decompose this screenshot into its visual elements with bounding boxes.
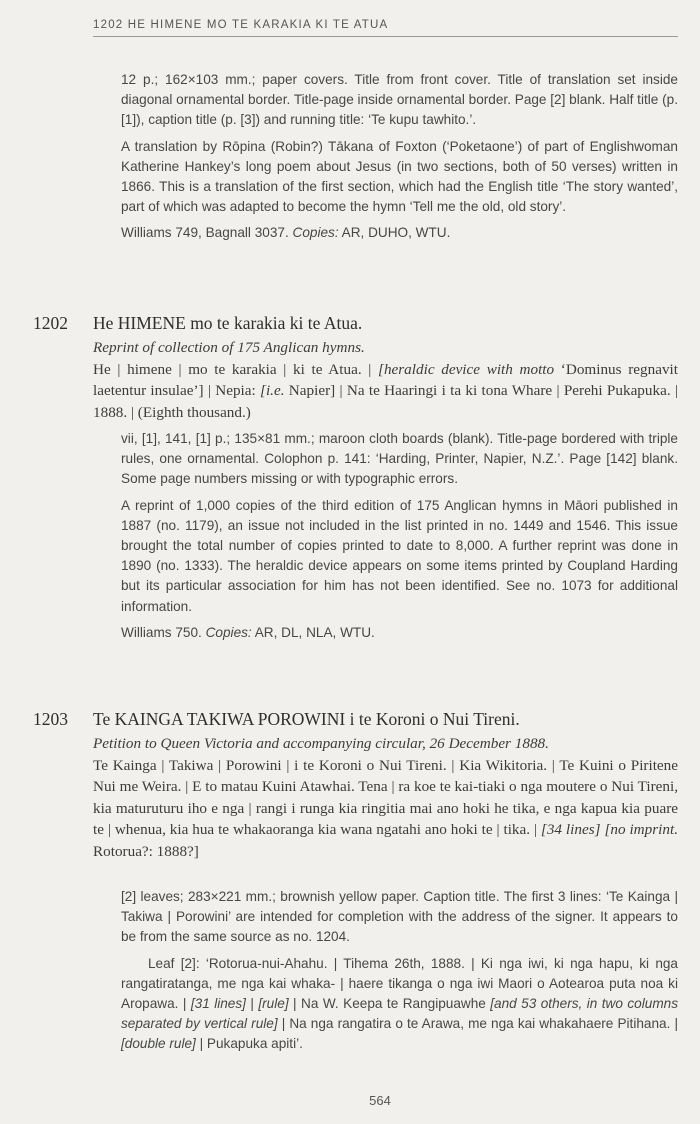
title-page-text-c: Napier] | Na te Haaringi i ta ki tona Whare | Perehi Pukapuka. | 1888. | (Eighth thousand.) xyxy=(93,382,678,421)
leaf-2-description xyxy=(121,954,678,1055)
entry-number-1202: 1202 xyxy=(33,313,68,333)
leaf-italic-1: [31 lines] xyxy=(190,996,246,1012)
entry-notes-1203 xyxy=(121,887,678,1061)
title-page-italic-1: [heraldic device with motto xyxy=(378,360,555,378)
prev-note: A translation by Rōpina (Robin?) Tākana of Foxton (‘Poketaone’) of part of Englishwoman Katherine Hankey’s long poem about Jesus (in two sections, both of 50 verses) written in 1866. This is a translation of the first section, which had the English title ‘The story wanted’, part of which was adapted to become the hymn ‘Tell me the old, old story’. xyxy=(121,138,678,215)
entry-transcription-1203 xyxy=(93,733,678,862)
references-1202 xyxy=(121,623,678,643)
entry-title-1202: He HIMENE mo te karakia ki te Atua. xyxy=(93,313,363,333)
leaf-text-a: Leaf [2]: ‘Rotorua-nui-Ahahu. | Tihema 26th, 1888. | Ki nga iwi, ki nga hapu, ki nga rangatiratanga, me nga kai whaka- | haere tikanga o nga iwi Maori o Aotearoa puta noa ki Aropawa. | xyxy=(121,955,678,1012)
entry-title-1203: Te KAINGA TAKIWA POROWINI i te Koroni o Nui Tireni. xyxy=(93,709,520,729)
entry-notes-1202 xyxy=(121,429,678,649)
petition-text-a: Te Kainga | Takiwa | Porowini | i te Koroni o Nui Tireni. | Kia Wikitoria. | Te Kuini o Piritene Nui me Weira. | E to matau Kuini Atawhai. Tena | ra koe te kai-tiaki o nga moutere o Nui Tireni, kia maturuturu iho e nga | rangi i runga kia ringitia mai ano hoki he tika, e nga kapua kia puare te | whenua, kia hua te whakaoranga kia wana ngatahi ano hoki te | tika. | xyxy=(93,756,678,838)
page-number: 564 xyxy=(369,1093,391,1108)
leaf-text-d: | Na nga rangatira o te Arawa, me nga kai whakahaere Pitihana. | xyxy=(277,1016,678,1032)
physical-description-1202: vii, [1], 141, [1] p.; 135×81 mm.; maroon cloth boards (blank). Title-page bordered with triple rules, one ornamental. Colophon p. 141: ‘Harding, Printer, Napier, N.Z.’. Page [142] blank. Some page numbers missing or with typographic errors. xyxy=(121,431,678,487)
prev-physical-description: 12 p.; 162×103 mm.; paper covers. Title from front cover. Title of translation set inside diagonal ornamental border. Title-page inside ornamental border. Page [2] blank. Half title (p. [1]), caption title (p. [3]) and running title: ‘Te kupu tawhito.’. xyxy=(121,72,678,128)
refs-1202: Williams 750. xyxy=(121,624,202,640)
title-page-italic-2: [i.e. xyxy=(260,382,285,399)
entry-number-1203: 1203 xyxy=(33,709,68,729)
leaf-text-e: | Pukapuka apiti’. xyxy=(195,1036,303,1052)
entry-transcription-1202 xyxy=(93,337,678,423)
physical-description-1203: [2] leaves; 283×221 mm.; brownish yellow paper. Caption title. The first 3 lines: ‘Te Kainga | Takiwa | Porowini’ are intended for completion with the address of the signer. It appears to be from the same source as no. 1204. xyxy=(121,889,678,945)
leaf-text-b: | xyxy=(245,996,259,1012)
entry-subtitle-1202: Reprint of collection of 175 Anglican hymns. xyxy=(93,339,365,356)
running-head: 1202 HE HIMENE MO TE KARAKIA KI TE ATUA xyxy=(93,19,678,37)
leaf-italic-2: [rule] xyxy=(258,996,289,1012)
note-1202: A reprint of 1,000 copies of the third edition of 175 Anglican hymns in Māori published in 1887 (no. 1179), an issue not included in the list printed in no. 1449 and 1546. This issue brought the total number of copies printed to date to 8,000. A further reprint was done in 1890 (no. 1333). The heraldic device appears on some items printed by Coupland Harding but its particular association for him has not been identified. See no. 1073 for additional information. xyxy=(121,497,678,614)
leaf-italic-4: [double rule] xyxy=(121,1036,196,1052)
leaf-text-c: | Na W. Keepa te Rangipuawhe xyxy=(288,996,491,1012)
entry-subtitle-1203: Petition to Queen Victoria and accompanying circular, 26 December 1888. xyxy=(93,735,549,752)
petition-italic-2: [no imprint. xyxy=(604,821,678,838)
leaf-italic-3: [and 53 others, in two columns separated by vertical rule] xyxy=(121,996,678,1032)
prev-references xyxy=(121,223,678,243)
prev-refs: Williams 749, Bagnall 3037. xyxy=(121,225,289,241)
petition-italic-1: [34 lines] xyxy=(540,821,601,838)
petition-text-c: Rotorua?: 1888?] xyxy=(93,842,199,860)
prev-entry-notes xyxy=(121,70,678,250)
copies-label-1202: Copies: xyxy=(205,624,252,640)
copies-1202: AR, DL, NLA, WTU. xyxy=(254,624,375,640)
prev-copies-label: Copies: xyxy=(292,225,339,241)
title-page-text-a: He | himene | mo te karakia | ki te Atua. | xyxy=(93,360,379,378)
prev-copies: AR, DUHO, WTU. xyxy=(341,225,451,241)
title-page-text-b: ‘Dominus regnavit laetentur insulae’] | Nepia: xyxy=(93,360,678,399)
